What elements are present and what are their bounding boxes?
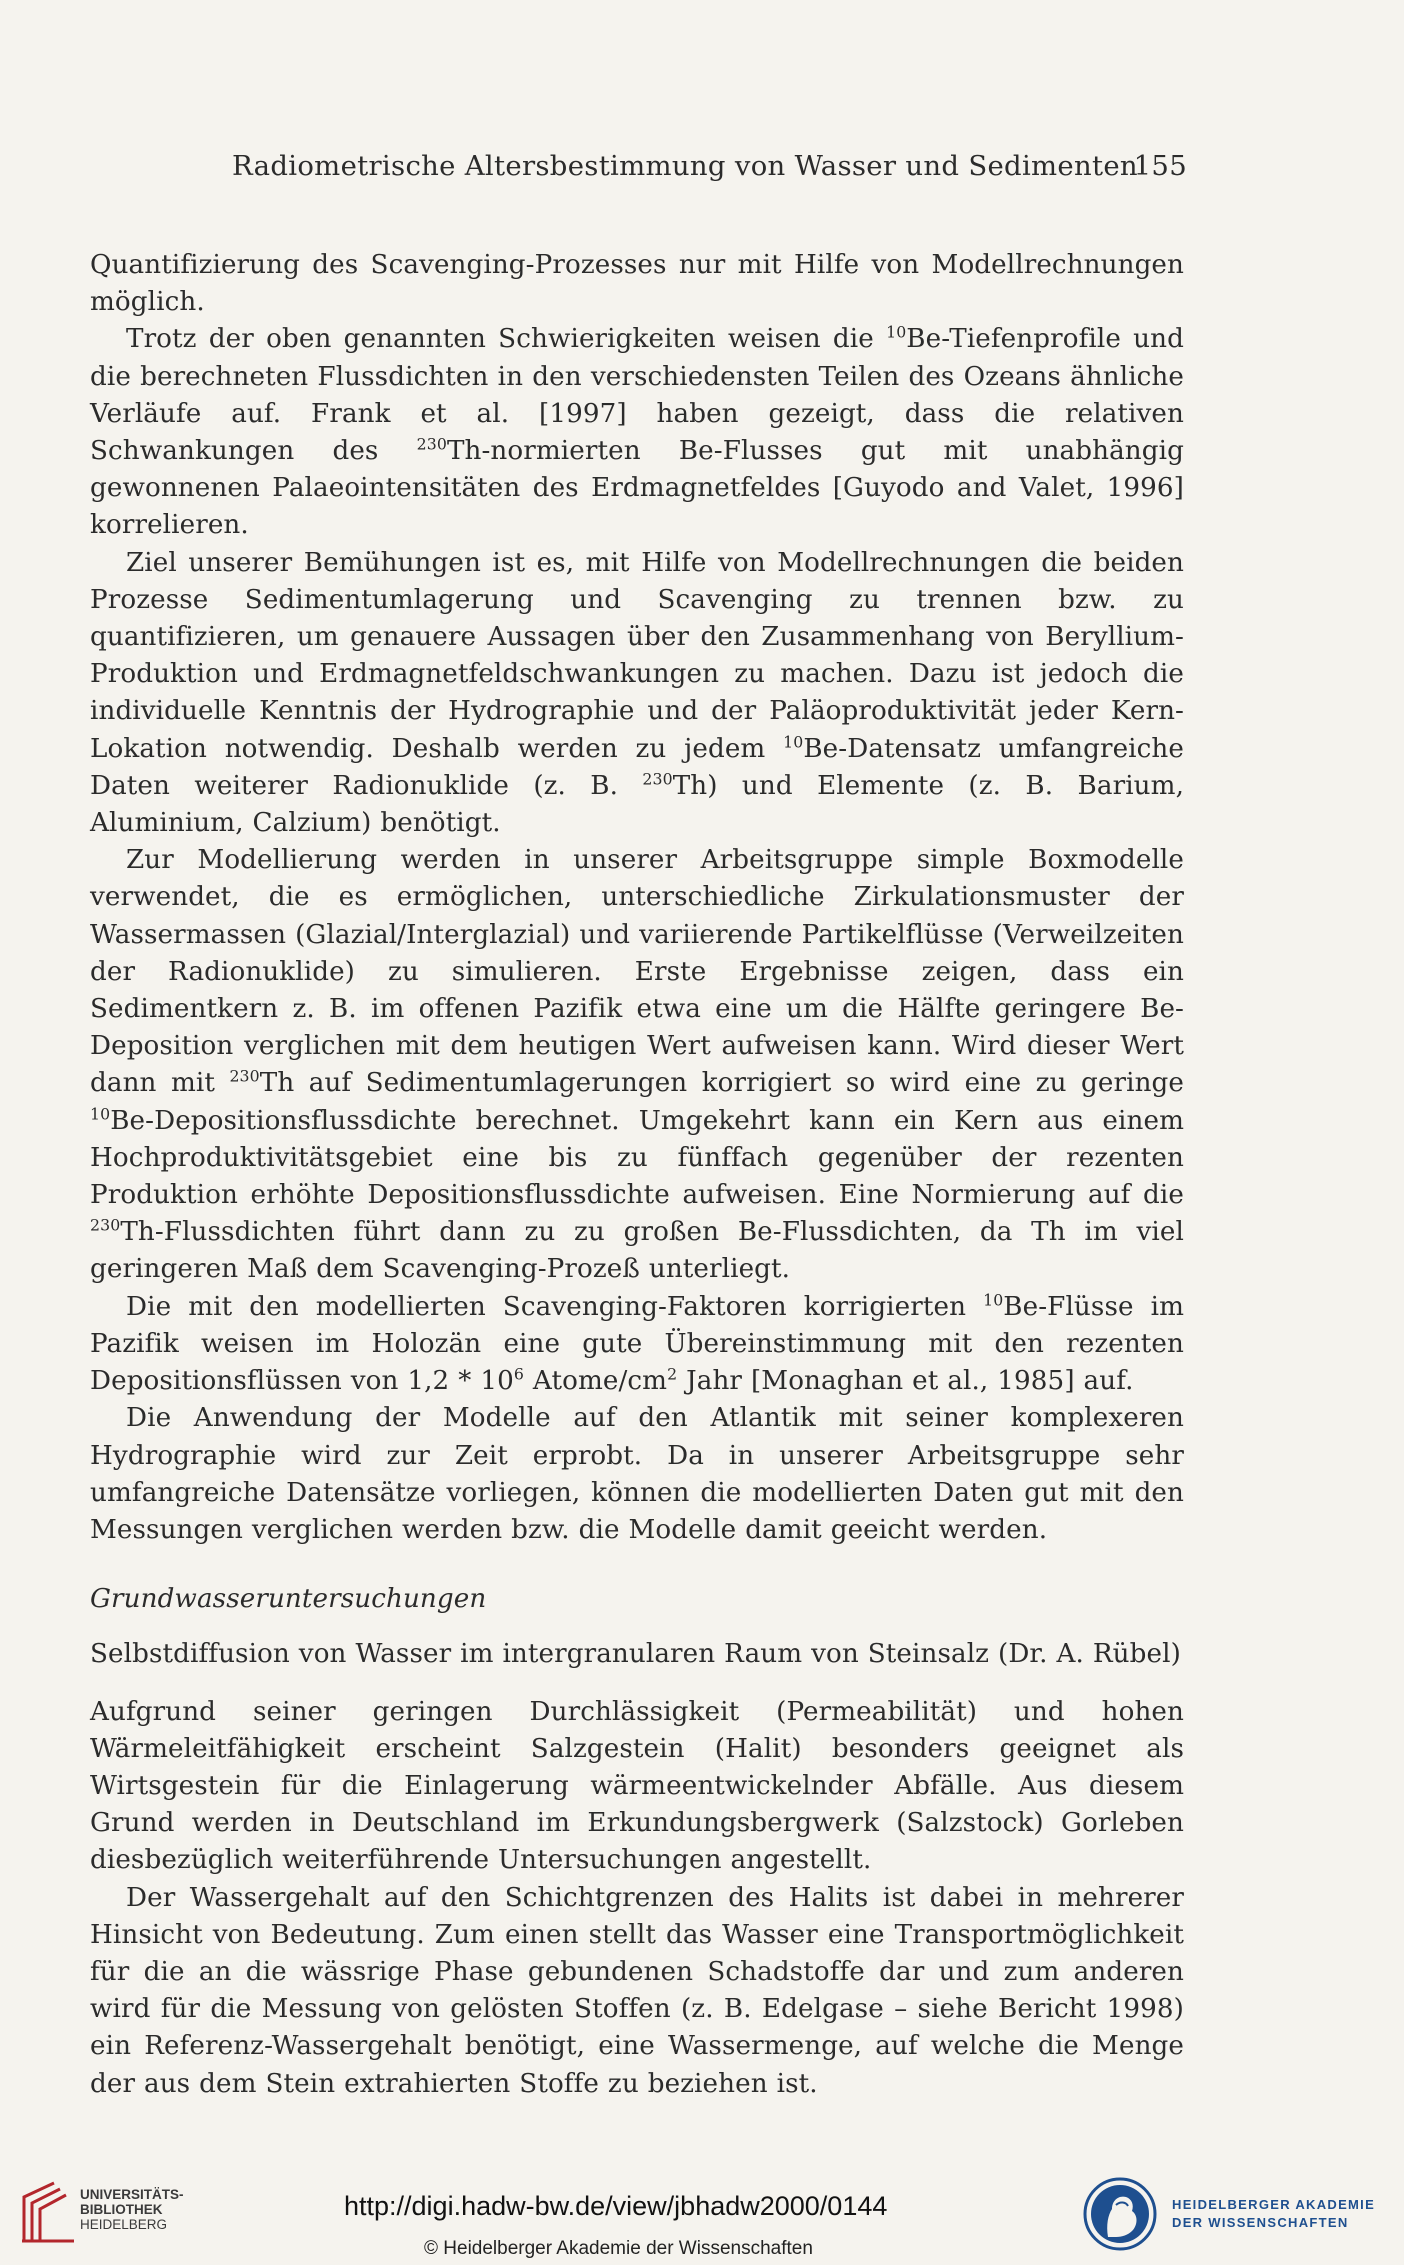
copyright-notice: © Heidelberger Akademie der Wissenschaften xyxy=(424,2238,813,2259)
text-run: Th auf Sedimentumlagerungen korrigiert so wird eine zu geringe xyxy=(259,1068,1185,1099)
superscript: 230 xyxy=(90,1215,121,1235)
text-run: Jahr [Monaghan et al., 1985] auf. xyxy=(677,1366,1134,1397)
paragraph-text: Die Anwendung der Modelle auf den Atlantik mit seiner komplexeren Hydrographie wird zur Zeit erprobt. Da in unserer Arbeitsgruppe sehr umfangreiche Datensätze vorliegen, können die modellierten Daten gut mit den Messungen verglichen werden bzw. die Modelle damit geeicht werden. xyxy=(90,1403,1184,1545)
superscript: 10 xyxy=(886,322,907,342)
page-number: 155 xyxy=(1133,150,1187,182)
text-run: Ziel unserer Bemühungen ist es, mit Hilfe von Modellrechnungen die beiden Prozesse Sedimentumlagerung und Scavenging zu trennen bzw. zu quantifizieren, um genauere Aussagen über den Zusammenhang von Beryllium-Produktion und Erdmagnetfeldschwankungen zu machen. Dazu ist jedoch die individuelle Kenntnis der Hydrographie und der Paläoproduktivität jeder Kern-Lokation notwendig. Deshalb werden zu jedem xyxy=(90,547,1184,764)
paragraph xyxy=(90,321,1184,544)
text-run: Be-Flüsse im Pazifik weisen im Holozän eine gute Übereinstimmung mit den rezenten Depositionsflüssen von 1,2 * 10 xyxy=(90,1291,1185,1397)
superscript: 6 xyxy=(513,1364,524,1384)
paragraph-text: Der Wassergehalt auf den Schichtgrenzen des Halits ist dabei in mehrerer Hinsicht von Bedeutung. Zum einen stellt das Wasser eine Transportmöglichkeit für die an die wässrige Phase gebundenen Schadstoffe dar und zum anderen wird für die Messung von gelösten Stoffen (z. B. Edelgase – siehe Bericht 1998) ein Referenz-Wassergehalt benötigt, eine Wassermenge, auf welche die Menge der aus dem Stein extrahierten Stoffe zu beziehen ist. xyxy=(90,1882,1184,2099)
academy-name-line: DER WISSENSCHAFTEN xyxy=(1172,2215,1349,2230)
paragraph-text: Quantifizierung des Scavenging-Prozesses nur mit Hilfe von Modellrechnungen möglich. xyxy=(90,250,1184,318)
text-run: Th-Flussdichten führt dann zu zu großen Be-Flussdichten, da Th im viel geringeren Maß dem Scavenging-Prozeß unterliegt. xyxy=(90,1217,1184,1285)
text-run: Be-Tiefenprofile und die berechneten Flussdichten in den verschiedensten Teilen des Ozeans ähnliche Verläufe auf. Frank et al. [1997] haben gezeigt, dass die relativen Schwankungen des xyxy=(90,324,1184,467)
superscript: 10 xyxy=(783,731,804,751)
academy-name xyxy=(1172,2196,1375,2232)
subsection-heading: Selbstdiffusion von Wasser im intergranularen Raum von Steinsalz (Dr. A. Rübel) xyxy=(90,1639,1181,1670)
text-run: Die mit den modellierten Scavenging-Faktoren korrigierten xyxy=(126,1291,984,1322)
superscript: 2 xyxy=(667,1364,678,1384)
paragraph xyxy=(90,1289,1184,1401)
library-name-line: BIBLIOTHEK xyxy=(80,2202,163,2217)
section-heading: Grundwasseruntersuchungen xyxy=(90,1584,487,1615)
superscript: 10 xyxy=(90,1103,111,1123)
paragraph xyxy=(90,247,1184,321)
text-run: Zur Modellierung werden in unserer Arbeitsgruppe simple Boxmodelle verwendet, die es ermöglichen, unterschiedliche Zirkulationsmuster der Wassermassen (Glazial/Interglazial) und variierende Partikelflüsse (Verweilzeiten der Radionuklide) zu simulieren. Erste Ergebnisse zeigen, dass ein Sedimentkern z. B. im offenen Pazifik etwa eine um die Hälfte geringere Be-Deposition verglichen mit dem heutigen Wert aufweisen kann. Wird dieser Wert dann mit xyxy=(90,845,1184,1099)
running-title: Radiometrische Altersbestimmung von Wasser und Sedimenten xyxy=(232,150,1138,182)
library-name-line: UNIVERSITÄTS- xyxy=(80,2187,184,2202)
paragraph xyxy=(90,1694,1184,1880)
page-footer xyxy=(0,2155,1404,2265)
superscript: 230 xyxy=(229,1066,260,1086)
page-header xyxy=(232,150,1187,182)
paragraph-text: Aufgrund seiner geringen Durchlässigkeit (Permeabilität) und hohen Wärmeleitfähigkeit erscheint Salzgestein (Halit) besonders geeignet als Wirtsgestein für die Einlagerung wärmeentwickelnder Abfälle. Aus diesem Grund werden in Deutschland im Erkundungsbergwerk (Salzstock) Gorleben diesbezüglich weiterführende Untersuchungen angestellt. xyxy=(90,1696,1184,1876)
text-run: Th-normierten Be-Flusses gut mit unabhängig gewonnenen Palaeointensitäten des Erdmagnetfeldes [Guyodo and Valet, 1996] korrelieren. xyxy=(90,436,1184,541)
library-name xyxy=(80,2187,184,2232)
paragraph xyxy=(90,1880,1184,2103)
academy-name-line: HEIDELBERGER AKADEMIE xyxy=(1172,2197,1376,2212)
superscript: 10 xyxy=(983,1289,1004,1309)
library-name-line: HEIDELBERG xyxy=(80,2217,168,2232)
superscript: 230 xyxy=(416,434,447,454)
superscript: 230 xyxy=(642,769,673,789)
paragraph xyxy=(90,842,1184,1288)
academy-seal-icon xyxy=(1082,2175,1158,2253)
paragraph xyxy=(90,1400,1184,1549)
text-run: Be-Datensatz umfangreiche Daten weiterer Radionuklide (z. B. xyxy=(90,733,1184,801)
text-run: Th) und Elemente (z. B. Barium, Aluminium, Calzium) benötigt. xyxy=(90,770,1184,839)
paragraph xyxy=(90,545,1184,843)
text-run: Atome/cm xyxy=(523,1366,668,1397)
text-run: Trotz der oben genannten Schwierigkeiten weisen die xyxy=(126,324,887,355)
source-url-link[interactable]: http://digi.hadw-bw.de/view/jbhadw2000/0144 xyxy=(344,2191,888,2221)
library-logo-icon xyxy=(14,2175,86,2247)
body-text xyxy=(90,247,1184,2103)
text-run: Be-Depositionsflussdichte berechnet. Umgekehrt kann ein Kern aus einem Hochproduktivitätsgebiet eine bis zu fünffach gegenüber der rezenten Produktion erhöhte Depositionsflussdichte aufweisen. Eine Normierung auf die xyxy=(90,1105,1184,1211)
